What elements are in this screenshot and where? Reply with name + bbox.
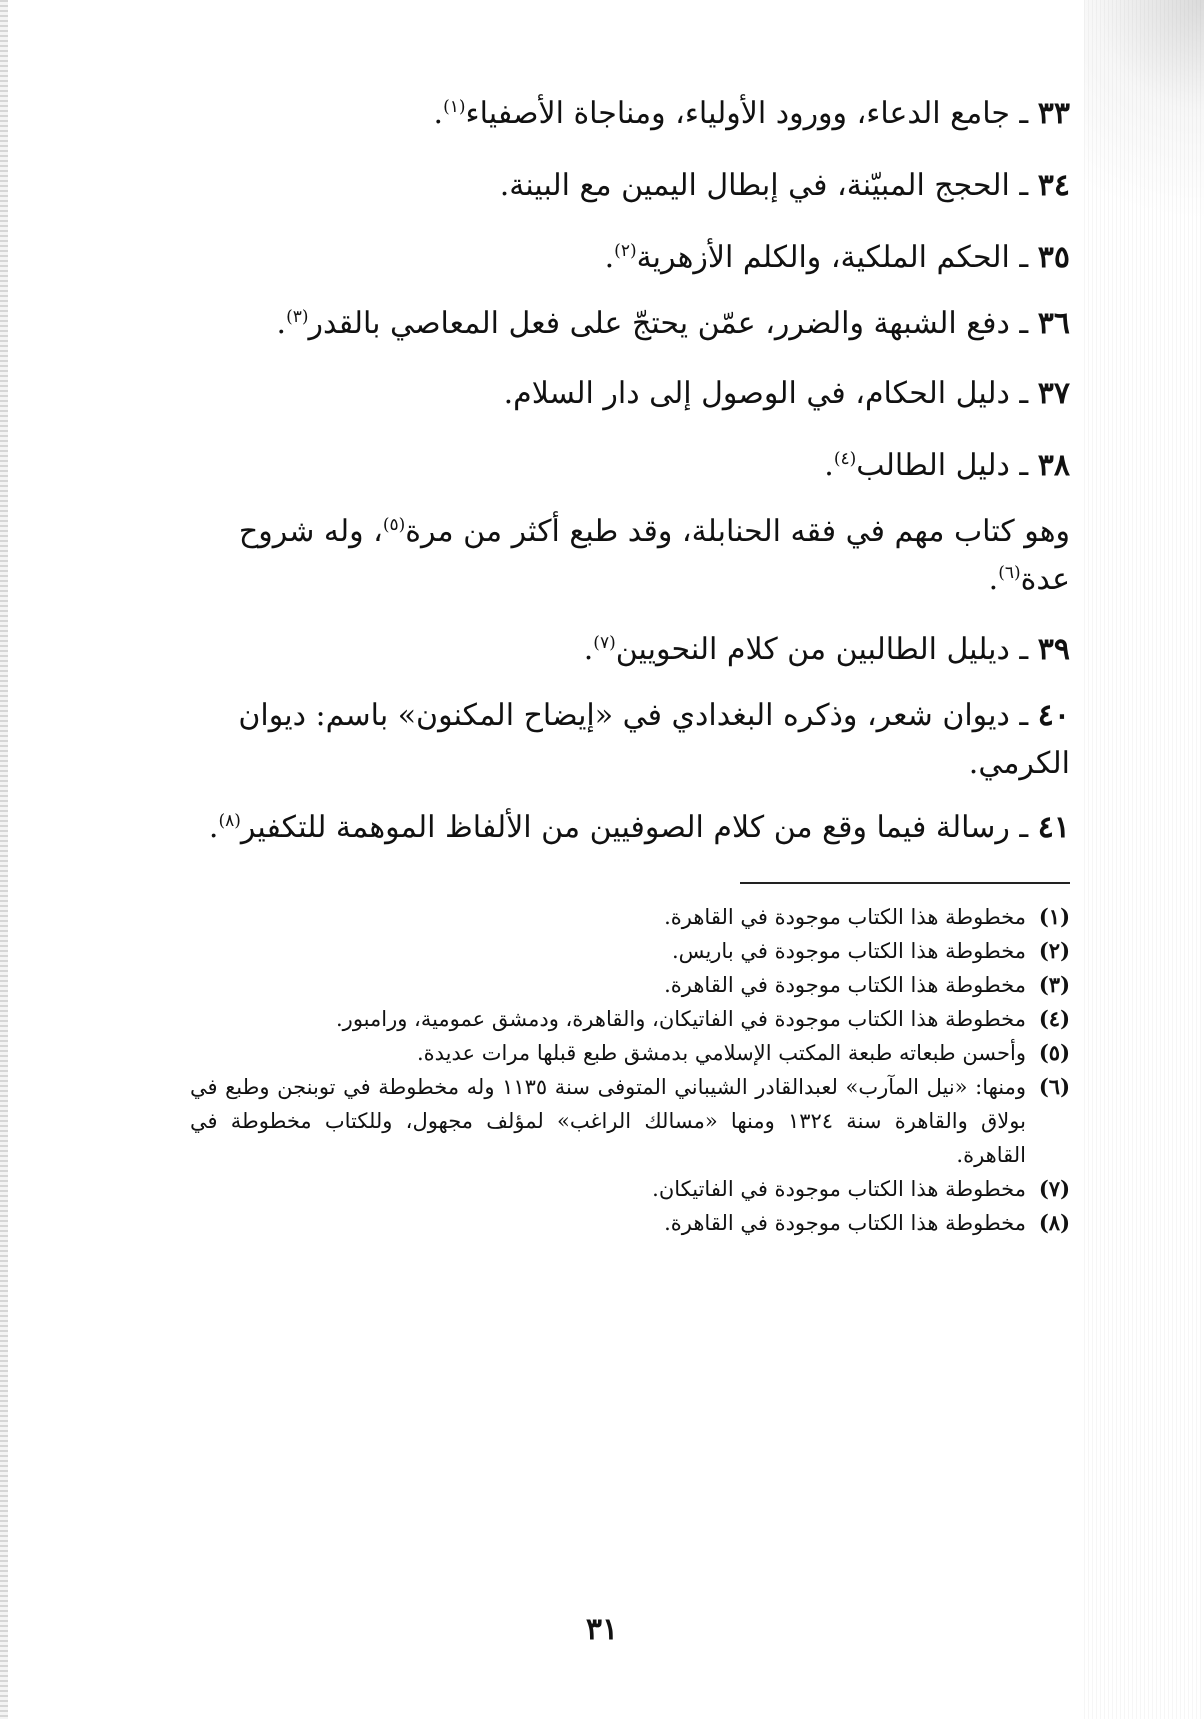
item-text: ـ ديوان شعر، وذكره البغدادي في «إيضاح المكنون» باسم: ديوان الكرمي. (238, 698, 1070, 781)
footnote-ref[interactable]: (٢) (614, 241, 637, 261)
scan-edge-left (0, 0, 8, 1719)
page-body (190, 84, 1070, 1240)
item-number: ٣٥ (1037, 240, 1070, 275)
item-end: . (433, 96, 444, 131)
item-number: ٣٨ (1037, 448, 1070, 483)
footnote-text: مخطوطة هذا الكتاب موجودة في الفاتيكان. (652, 1177, 1026, 1201)
footnote-number: (١) (1038, 904, 1070, 929)
item-number: ٣٧ (1037, 376, 1070, 411)
footnote-ref[interactable]: (٤) (833, 449, 857, 469)
footnote-number: (٥) (1038, 1040, 1070, 1065)
item-number: ٣٩ (1037, 632, 1070, 667)
footnote-number: (٦) (1038, 1074, 1070, 1099)
footnote-text: وأحسن طبعاته طبعة المكتب الإسلامي بدمشق طبع قبلها مرات عديدة. (416, 1041, 1026, 1065)
item-number: ٤١ (1037, 810, 1070, 845)
footnote-number: (٨) (1038, 1210, 1070, 1235)
footnote-ref[interactable]: (١) (443, 97, 466, 117)
item-end: . (276, 306, 287, 341)
list-item-39 (190, 620, 1070, 680)
item-number: ٣٦ (1037, 306, 1070, 341)
footnote-text: مخطوطة هذا الكتاب موجودة في القاهرة. (664, 1211, 1026, 1235)
list-item-34 (190, 156, 1070, 216)
footnote-text: مخطوطة هذا الكتاب موجودة في الفاتيكان، والقاهرة، ودمشق عمومية، ورامبور. (336, 1007, 1026, 1031)
footnote (190, 1172, 1070, 1206)
footnote-ref[interactable]: (٣) (286, 307, 309, 327)
footnotes (190, 900, 1070, 1240)
paragraph-text: وهو كتاب مهم في فقه الحنابلة، وقد طبع أكثر من مرة (405, 514, 1070, 549)
footnote (190, 968, 1070, 1002)
item-text: ـ دليل الحكام، في الوصول إلى دار السلام. (503, 376, 1029, 411)
item-number: ٣٣ (1037, 96, 1070, 131)
item-end: . (824, 448, 834, 483)
footnote (190, 900, 1070, 934)
footnote-text: مخطوطة هذا الكتاب موجودة في القاهرة. (664, 973, 1026, 997)
footnote-ref[interactable]: (٧) (593, 633, 616, 653)
footnote-ref[interactable]: (٦) (998, 563, 1021, 583)
item-number: ٤٠ (1037, 698, 1070, 733)
footnote-text: مخطوطة هذا الكتاب موجودة في القاهرة. (664, 905, 1026, 929)
item-text: ـ دفع الشبهة والضرر، عمّن يحتجّ على فعل المعاصي بالقدر (308, 306, 1029, 341)
footnote (190, 1070, 1070, 1172)
item-number: ٣٤ (1037, 168, 1070, 203)
footnote-ref[interactable]: (٨) (218, 811, 241, 831)
page-number: ٣١ (585, 1612, 619, 1647)
footnote-number: (٤) (1038, 1006, 1070, 1031)
item-text: ـ جامع الدعاء، وورود الأولياء، ومناجاة الأصفياء (465, 96, 1029, 131)
footnote (190, 934, 1070, 968)
footnote (190, 1206, 1070, 1240)
footnote-text: ومنها: «نيل المآرب» لعبدالقادر الشيباني المتوفى سنة ١١٣٥ وله مخطوطة في توبنجن وطبع في بولاق والقاهرة سنة ١٣٢٤ ومنها «مسالك الراغب» لمؤلف مجهول، وللكتاب مخطوطة في القاهرة. (190, 1075, 1027, 1167)
item-text: ـ دليل الطالب (856, 448, 1029, 483)
footnote-number: (٣) (1038, 972, 1070, 997)
footnote-number: (٧) (1038, 1176, 1070, 1201)
scan-edge-right (1084, 0, 1204, 1719)
list-item-35 (190, 228, 1070, 288)
footnote-text: مخطوطة هذا الكتاب موجودة في باريس. (672, 939, 1026, 963)
item-text: ـ رسالة فيما وقع من كلام الصوفيين من الألفاظ الموهمة للتكفير (240, 810, 1029, 845)
list-item-33 (190, 84, 1070, 144)
item-end: . (208, 810, 219, 845)
footnote (190, 1002, 1070, 1036)
list-item-37 (190, 364, 1070, 424)
footnote-ref[interactable]: (٥) (382, 515, 406, 535)
item-text: ـ الحكم الملكية، والكلم الأزهرية (636, 240, 1029, 275)
footnote-number: (٢) (1038, 938, 1070, 963)
item-text: ـ الحجج المبيّنة، في إبطال اليمين مع البينة. (499, 168, 1029, 203)
list-item-38 (190, 436, 1070, 496)
list-item-36 (190, 300, 1070, 348)
paragraph-38-note (190, 508, 1070, 604)
footnote-separator (740, 882, 1070, 884)
item-text: ـ ديليل الطالبين من كلام النحويين (615, 632, 1029, 667)
item-end: . (583, 632, 594, 667)
footnote (190, 1036, 1070, 1070)
list-item-41 (190, 804, 1070, 852)
item-end: . (604, 240, 615, 275)
paragraph-end: . (988, 562, 999, 597)
paragraph-text-2: ، وله شروح عدة (238, 514, 1070, 597)
list-item-40 (190, 692, 1070, 788)
